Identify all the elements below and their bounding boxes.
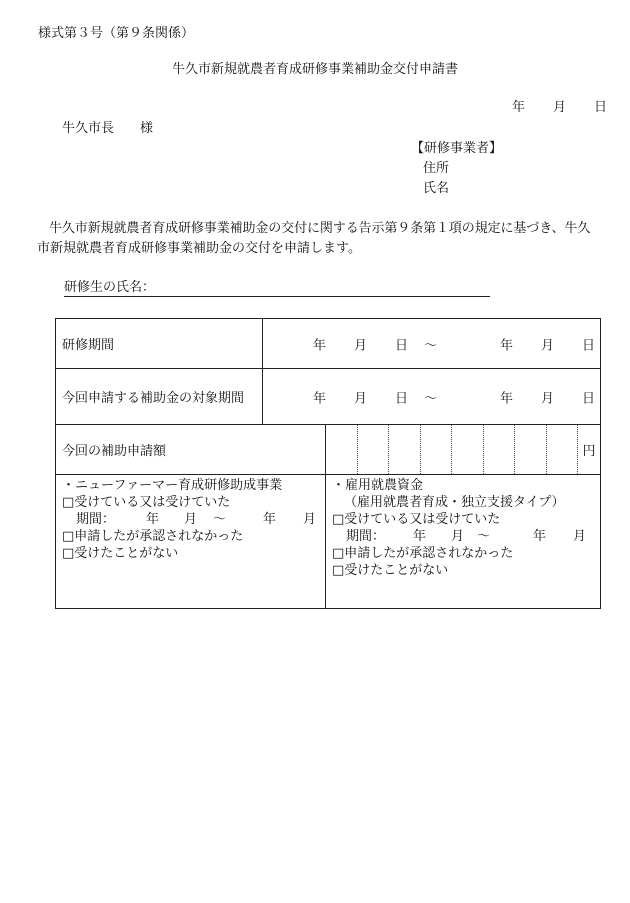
training-period-label: 研修期間 (56, 319, 263, 369)
subsidy-period-row (56, 369, 601, 425)
applicant-name-label: 氏名 (423, 181, 450, 196)
prior-subsidy-row (56, 475, 601, 609)
start-day: 日 (395, 338, 409, 353)
application-table (55, 318, 601, 609)
body-text-line-2: 市新規就農者育成研修事業補助金の交付を申請します。 (37, 241, 361, 256)
left-period-label: 期間： (76, 512, 116, 527)
digit-box[interactable] (546, 425, 578, 474)
date-day: 日 (594, 100, 608, 115)
employment-fund-title: ・雇用就農資金 (332, 478, 424, 493)
digit-box[interactable] (357, 425, 389, 474)
right-period-label: 期間： (346, 529, 386, 544)
end-year: 年 (500, 391, 514, 406)
training-period-dates (263, 319, 601, 369)
start-day: 日 (395, 391, 409, 406)
new-farmer-program-title: ・ニューファーマー育成研修助成事業 (62, 478, 283, 493)
subsidy-period-label: 今回申請する補助金の対象期間 (56, 369, 263, 425)
subsidy-period-dates (263, 369, 601, 425)
end-month: 月 (541, 391, 555, 406)
right-period-end-year: 年 (533, 529, 547, 544)
digit-box[interactable] (451, 425, 483, 474)
right-period-start-month: 月 (451, 529, 465, 544)
form-number: 様式第３号（第９条関係） (38, 26, 195, 41)
end-month: 月 (541, 338, 555, 353)
range-tilde: 〜 (424, 338, 438, 353)
left-period-start-year: 年 (146, 512, 160, 527)
start-month: 月 (354, 391, 368, 406)
amount-digit-boxes (326, 425, 601, 475)
amount-row (56, 425, 601, 475)
left-period-tilde: 〜 (213, 512, 227, 527)
applicant-address-label: 住所 (423, 161, 450, 176)
right-period-start-year: 年 (413, 529, 427, 544)
end-year: 年 (500, 338, 514, 353)
left-period-end-year: 年 (263, 512, 277, 527)
date-month: 月 (553, 100, 567, 115)
addressee: 牛久市長 様 (62, 121, 154, 136)
digit-box[interactable] (420, 425, 452, 474)
document-title: 牛久市新規就農者育成研修事業補助金交付申請書 (171, 62, 458, 77)
date-year: 年 (512, 100, 526, 115)
right-period-tilde: 〜 (477, 529, 491, 544)
digit-box[interactable] (326, 425, 357, 474)
new-farmer-program-section (56, 475, 326, 609)
training-period-row (56, 319, 601, 369)
employment-fund-section (326, 475, 601, 609)
right-option-rejected[interactable]: □申請したが承認されなかった (332, 546, 514, 561)
range-tilde: 〜 (424, 391, 438, 406)
yen-unit: 円 (577, 425, 600, 474)
left-period-start-month: 月 (184, 512, 198, 527)
digit-box[interactable] (388, 425, 420, 474)
body-text-line-1: 牛久市新規就農者育成研修事業補助金の交付に関する告示第９条第１項の規定に基づき、牛久 (49, 221, 591, 236)
start-year: 年 (313, 391, 327, 406)
left-option-never[interactable]: □受けたことがない (62, 546, 179, 561)
start-month: 月 (354, 338, 368, 353)
right-option-received[interactable]: □受けている又は受けていた (332, 512, 501, 527)
employment-fund-subtitle: （雇用就農者育成・独立支援タイプ） (344, 495, 565, 510)
trainee-name-label: 研修生の氏名： (64, 280, 156, 295)
right-option-never[interactable]: □受けたことがない (332, 563, 449, 578)
left-period-end-month: 月 (303, 512, 317, 527)
digit-box[interactable] (483, 425, 515, 474)
amount-label: 今回の補助申請額 (56, 425, 326, 475)
end-day: 日 (582, 391, 596, 406)
start-year: 年 (313, 338, 327, 353)
applicant-heading: 【研修事業者】 (411, 141, 503, 156)
right-period-end-month: 月 (573, 529, 587, 544)
left-option-rejected[interactable]: □申請したが承認されなかった (62, 529, 244, 544)
left-option-received[interactable]: □受けている又は受けていた (62, 495, 231, 510)
end-day: 日 (582, 338, 596, 353)
digit-box[interactable] (514, 425, 546, 474)
trainee-name-underline (64, 296, 490, 297)
